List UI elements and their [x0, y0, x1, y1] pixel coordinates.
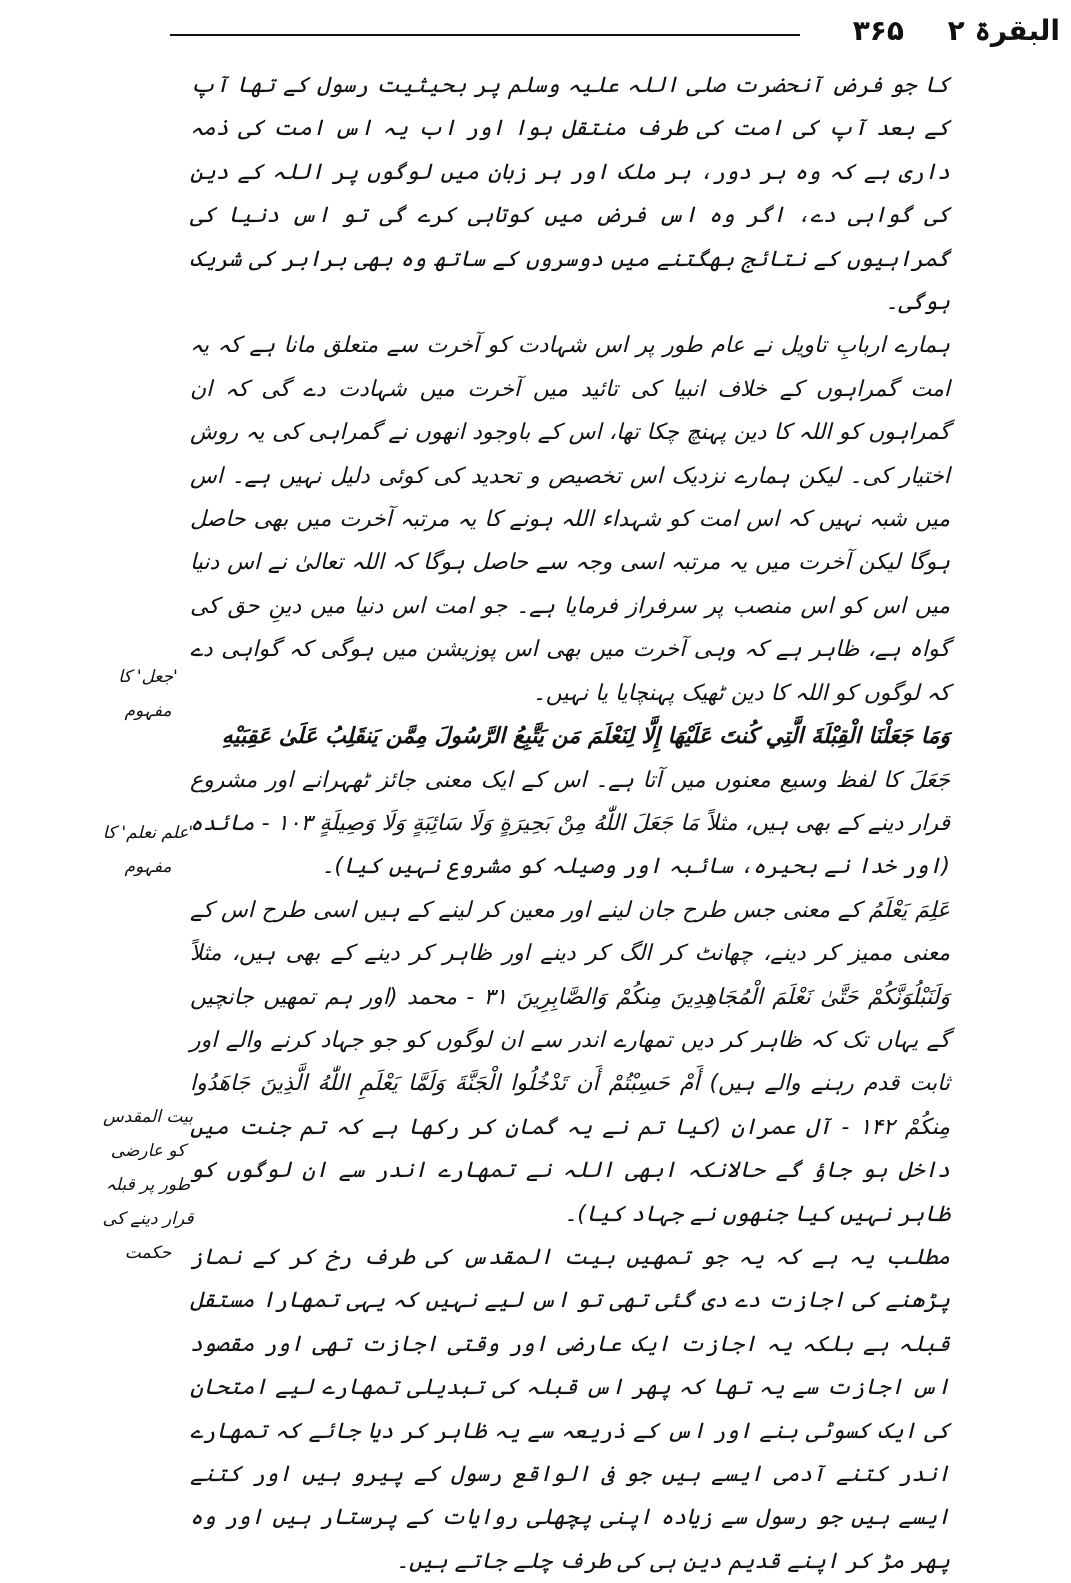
page-header — [150, 14, 1060, 54]
page-number: ۳۶۵ — [847, 14, 910, 47]
quran-verse: وَمَا جَعَلْنَا الْقِبْلَةَ الَّتِي كُنتَ عَلَيْهَا إِلَّا لِنَعْلَمَ مَن يَتَّبِعُ الرَّسُولَ مِمَّن يَنقَلِبُ عَلَىٰ عَقِبَيْهِ — [221, 724, 950, 750]
header-rule — [170, 34, 800, 36]
margin-note-qibla: بیت المقدس کو عارضی طور پر قبلہ قرار دینے کی حکمت — [102, 1107, 194, 1263]
paragraph-qibla: مطلب یہ ہے کہ یہ جو تمھیں بیت المقدس کی طرف رخ کر کے نماز پڑھنے کی اجازت دے دی گئی تھی تو اس لیے نہیں کہ یہی تمھارا مستقل قبلہ ہے بلکہ یہ اجازت ایک عارضی اور وقتی اجازت تھی اور مقصود اس اجازت سے یہ تھا کہ پھر اس قبلہ کی تبدیلی تمھارے لیے امتحان کی ایک کسوٹی بنے اور اس کے ذریعہ سے یہ ظاہر کر دیا جائے کہ تمھارے اندر کتنے آدمی ایسے ہیں جو فی الواقع رسول کے پیرو ہیں اور کتنے ایسے ہیں جو رسول سے زیادہ اپنی پچھلی روایات کے پرستار ہیں اور وہ پھر مڑ کر اپنے قدیم دین ہی کی طرف چلے جاتے ہیں۔ — [190, 1244, 950, 1574]
paragraph-2: ہمارے اربابِ تاویل نے عام طور پر اس شہادت کو آخرت سے متعلق مانا ہے کہ یہ امت گمراہوں کے خلاف انبیا کی تائید میں آخرت میں شہادت دے گی کہ ان گمراہوں کو اللہ کا دین پہنچ چکا تھا، اس کے باوجود انھوں نے گمراہی کی یہ روش اختیار کی۔ لیکن ہمارے نزدیک اس تخصیص و تحدید کی کوئی دلیل نہیں ہے۔ اس میں شبہ نہیں کہ اس امت کو شہداء اللہ ہونے کا یہ مرتبہ آخرت میں بھی حاصل ہوگا لیکن آخرت میں یہ مرتبہ اسی وجہ سے حاصل ہوگا کہ اللہ تعالیٰ نے اس دنیا میں اس کو اس منصب پر سرفراز فرمایا ہے۔ جو امت اس دنیا میں دینِ حق کی گواہ ہے، ظاہر ہے کہ وہی آخرت میں بھی اس پوزیشن میں ہوگی کہ گواہی دے کہ لوگوں کو اللہ کا دین ٹھیک پہنچایا یا نہیں۔ — [190, 333, 950, 706]
paragraph-nalam: عَلِمَ یَعْلَمُ کے معنی جس طرح جان لینے اور معین کر لینے کے ہیں اسی طرح اس کے معنی ممیز کر دینے، چھانٹ کر الگ کر دینے اور ظاہر کر دینے کے بھی ہیں، مثلاً وَلَنَبْلُوَنَّكُمْ حَتَّىٰ نَعْلَمَ الْمُجَاهِدِينَ مِنكُمْ وَالصَّابِرِينَ ۳۱ - محمد (اور ہم تمھیں جانچیں گے یہاں تک کہ ظاہر کر دیں تمھارے اندر سے ان لوگوں کو جو جہاد کرنے والے اور ثابت قدم رہنے والے ہیں) أَمْ حَسِبْتُمْ أَن تَدْخُلُوا الْجَنَّةَ وَلَمَّا يَعْلَمِ اللّٰهُ الَّذِينَ جَاهَدُوا مِنكُمْ ۱۴۲ - آل عمران (کیا تم نے یہ گمان کر رکھا ہے کہ تم جنت میں داخل ہو جاؤ گے حالانکہ ابھی اللہ نے تمھارے اندر سے ان لوگوں کو ظاہر نہیں کیا جنھوں نے جہاد کیا)۔ — [190, 897, 950, 1227]
paragraph-jaal: جَعَلَ کا لفظ وسیع معنوں میں آتا ہے۔ اس کے ایک معنی جائز ٹھہرانے اور مشروع قرار دینے کے بھی ہیں، مثلاً مَا جَعَلَ اللّٰهُ مِنْ بَحِيرَةٍ وَلَا سَائِبَةٍ وَلَا وَصِيلَةٍ ۱۰۳ - مائدہ (اور خدا نے بحیرہ، سائبہ اور وصیلہ کو مشروع نہیں کیا)۔ — [190, 767, 950, 880]
margin-note-jaal: 'جعل' کا مفہوم — [118, 667, 178, 721]
main-text — [190, 64, 950, 1583]
paragraph-1: کا جو فرض آنحضرت صلی اللہ علیہ وسلم پر بحیثیت رسول کے تھا آپ کے بعد آپ کی امت کی طرف منتقل ہوا اور اب یہ اس امت کی ذمہ داری ہے کہ وہ ہر دور، ہر ملک اور ہر زبان میں لوگوں پر اللہ کے دین کی گواہی دے، اگر وہ اس فرض میں کوتاہی کرے گی تو اس دنیا کی گمراہیوں کے نتائج بھگتنے میں دوسروں کے ساتھ وہ بھی برابر کی شریک ہوگی۔ — [190, 73, 950, 316]
surah-label: البقرۃ ۲ — [947, 14, 1060, 47]
margin-note-nalam: 'علم نعلم' کا مفہوم — [102, 823, 194, 877]
